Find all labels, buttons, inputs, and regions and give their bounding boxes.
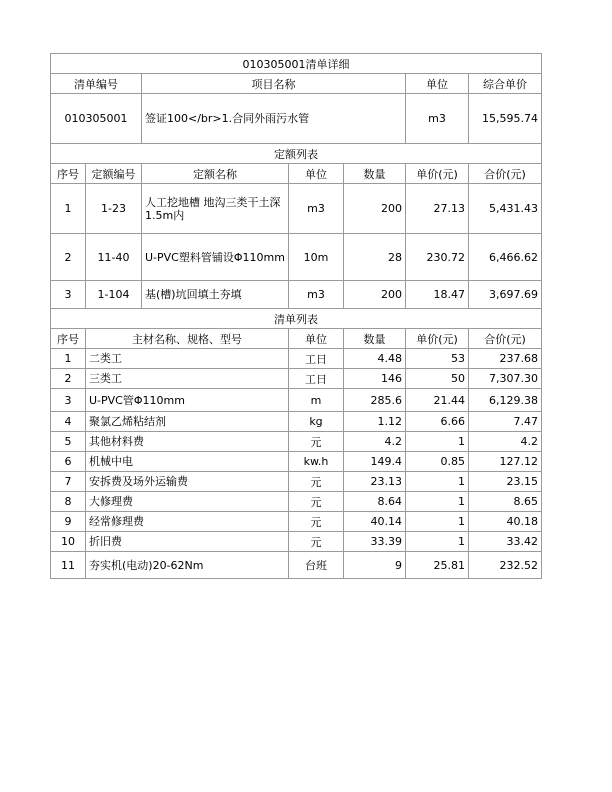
item-unit: m3 <box>406 94 469 144</box>
quota-code: 1-104 <box>86 281 142 309</box>
quota-code: 11-40 <box>86 234 142 281</box>
material-total: 237.68 <box>469 349 542 369</box>
material-qty: 4.48 <box>344 349 406 369</box>
material-qty: 4.2 <box>344 432 406 452</box>
material-header-no: 序号 <box>51 329 86 349</box>
material-total: 7.47 <box>469 412 542 432</box>
quota-no: 3 <box>51 281 86 309</box>
material-no: 3 <box>51 389 86 412</box>
material-no: 1 <box>51 349 86 369</box>
quota-header-unit: 单位 <box>289 164 344 184</box>
material-no: 5 <box>51 432 86 452</box>
material-price: 53 <box>406 349 469 369</box>
material-qty: 285.6 <box>344 389 406 412</box>
material-no: 4 <box>51 412 86 432</box>
header-unit-price: 综合单价 <box>469 74 542 94</box>
quota-name: U-PVC塑料管铺设Φ110mm <box>142 234 289 281</box>
material-name: 其他材料费 <box>86 432 289 452</box>
material-qty: 23.13 <box>344 472 406 492</box>
material-section-title-row <box>51 309 542 329</box>
material-row <box>51 472 542 492</box>
material-row <box>51 552 542 579</box>
material-price: 6.66 <box>406 412 469 432</box>
quota-header-total: 合价(元) <box>469 164 542 184</box>
item-name: 签证100</br>1.合同外雨污水管 <box>142 94 406 144</box>
main-header-row <box>51 74 542 94</box>
material-total: 33.42 <box>469 532 542 552</box>
material-unit: kw.h <box>289 452 344 472</box>
material-unit: 元 <box>289 532 344 552</box>
quota-header-price: 单价(元) <box>406 164 469 184</box>
material-header-price: 单价(元) <box>406 329 469 349</box>
material-price: 1 <box>406 492 469 512</box>
quota-no: 1 <box>51 184 86 234</box>
material-unit: 元 <box>289 512 344 532</box>
material-name: 二类工 <box>86 349 289 369</box>
quota-header-row <box>51 164 542 184</box>
material-price: 1 <box>406 532 469 552</box>
quota-row <box>51 234 542 281</box>
material-row <box>51 349 542 369</box>
quota-qty: 28 <box>344 234 406 281</box>
material-unit: 元 <box>289 432 344 452</box>
material-header-total: 合价(元) <box>469 329 542 349</box>
quota-name: 基(槽)坑回填土夯填 <box>142 281 289 309</box>
quota-row <box>51 184 542 234</box>
material-header-row <box>51 329 542 349</box>
quota-row <box>51 281 542 309</box>
material-row <box>51 369 542 389</box>
quota-total: 5,431.43 <box>469 184 542 234</box>
material-name: 折旧费 <box>86 532 289 552</box>
quota-header-code: 定额编号 <box>86 164 142 184</box>
material-no: 7 <box>51 472 86 492</box>
material-price: 1 <box>406 512 469 532</box>
material-price: 21.44 <box>406 389 469 412</box>
material-row <box>51 492 542 512</box>
material-no: 8 <box>51 492 86 512</box>
material-unit: 工日 <box>289 349 344 369</box>
material-price: 1 <box>406 432 469 452</box>
material-total: 6,129.38 <box>469 389 542 412</box>
material-name: 经常修理费 <box>86 512 289 532</box>
material-no: 10 <box>51 532 86 552</box>
material-unit: m <box>289 389 344 412</box>
header-item-name: 项目名称 <box>142 74 406 94</box>
quota-header-qty: 数量 <box>344 164 406 184</box>
bill-detail-table <box>50 53 542 579</box>
material-row <box>51 389 542 412</box>
material-total: 40.18 <box>469 512 542 532</box>
material-qty: 8.64 <box>344 492 406 512</box>
material-total: 4.2 <box>469 432 542 452</box>
quota-price: 230.72 <box>406 234 469 281</box>
material-header-unit: 单位 <box>289 329 344 349</box>
material-row <box>51 512 542 532</box>
quota-name: 人工挖地槽 地沟三类干土深1.5m内 <box>142 184 289 234</box>
quota-price: 27.13 <box>406 184 469 234</box>
quota-total: 3,697.69 <box>469 281 542 309</box>
material-name: 三类工 <box>86 369 289 389</box>
material-total: 7,307.30 <box>469 369 542 389</box>
material-no: 6 <box>51 452 86 472</box>
material-name: 夯实机(电动)20-62Nm <box>86 552 289 579</box>
material-total: 127.12 <box>469 452 542 472</box>
material-price: 50 <box>406 369 469 389</box>
item-price: 15,595.74 <box>469 94 542 144</box>
material-total: 8.65 <box>469 492 542 512</box>
quota-total: 6,466.62 <box>469 234 542 281</box>
material-unit: 元 <box>289 472 344 492</box>
bill-code: 010305001 <box>51 94 142 144</box>
material-name: 聚氯乙烯粘结剂 <box>86 412 289 432</box>
material-unit: 台班 <box>289 552 344 579</box>
material-header-name: 主材名称、规格、型号 <box>86 329 289 349</box>
header-bill-code: 清单编号 <box>51 74 142 94</box>
material-name: U-PVC管Φ110mm <box>86 389 289 412</box>
quota-unit: m3 <box>289 184 344 234</box>
material-qty: 33.39 <box>344 532 406 552</box>
material-section-title: 清单列表 <box>51 309 542 329</box>
material-row <box>51 532 542 552</box>
material-qty: 1.12 <box>344 412 406 432</box>
quota-section-title-row <box>51 144 542 164</box>
material-row <box>51 452 542 472</box>
header-unit: 单位 <box>406 74 469 94</box>
material-price: 0.85 <box>406 452 469 472</box>
material-header-qty: 数量 <box>344 329 406 349</box>
quota-header-name: 定额名称 <box>142 164 289 184</box>
material-no: 11 <box>51 552 86 579</box>
quota-qty: 200 <box>344 184 406 234</box>
material-qty: 9 <box>344 552 406 579</box>
quota-qty: 200 <box>344 281 406 309</box>
material-unit: 元 <box>289 492 344 512</box>
material-unit: 工日 <box>289 369 344 389</box>
material-no: 2 <box>51 369 86 389</box>
main-row <box>51 94 542 144</box>
quota-unit: m3 <box>289 281 344 309</box>
page-title: 010305001清单详细 <box>51 54 542 74</box>
material-qty: 146 <box>344 369 406 389</box>
material-row <box>51 412 542 432</box>
title-row <box>51 54 542 74</box>
material-name: 安拆费及场外运输费 <box>86 472 289 492</box>
quota-code: 1-23 <box>86 184 142 234</box>
quota-price: 18.47 <box>406 281 469 309</box>
quota-header-no: 序号 <box>51 164 86 184</box>
material-no: 9 <box>51 512 86 532</box>
material-unit: kg <box>289 412 344 432</box>
material-total: 23.15 <box>469 472 542 492</box>
material-qty: 149.4 <box>344 452 406 472</box>
material-total: 232.52 <box>469 552 542 579</box>
material-qty: 40.14 <box>344 512 406 532</box>
material-price: 25.81 <box>406 552 469 579</box>
quota-section-title: 定额列表 <box>51 144 542 164</box>
material-row <box>51 432 542 452</box>
quota-unit: 10m <box>289 234 344 281</box>
material-name: 大修理费 <box>86 492 289 512</box>
material-name: 机械中电 <box>86 452 289 472</box>
material-price: 1 <box>406 472 469 492</box>
quota-no: 2 <box>51 234 86 281</box>
